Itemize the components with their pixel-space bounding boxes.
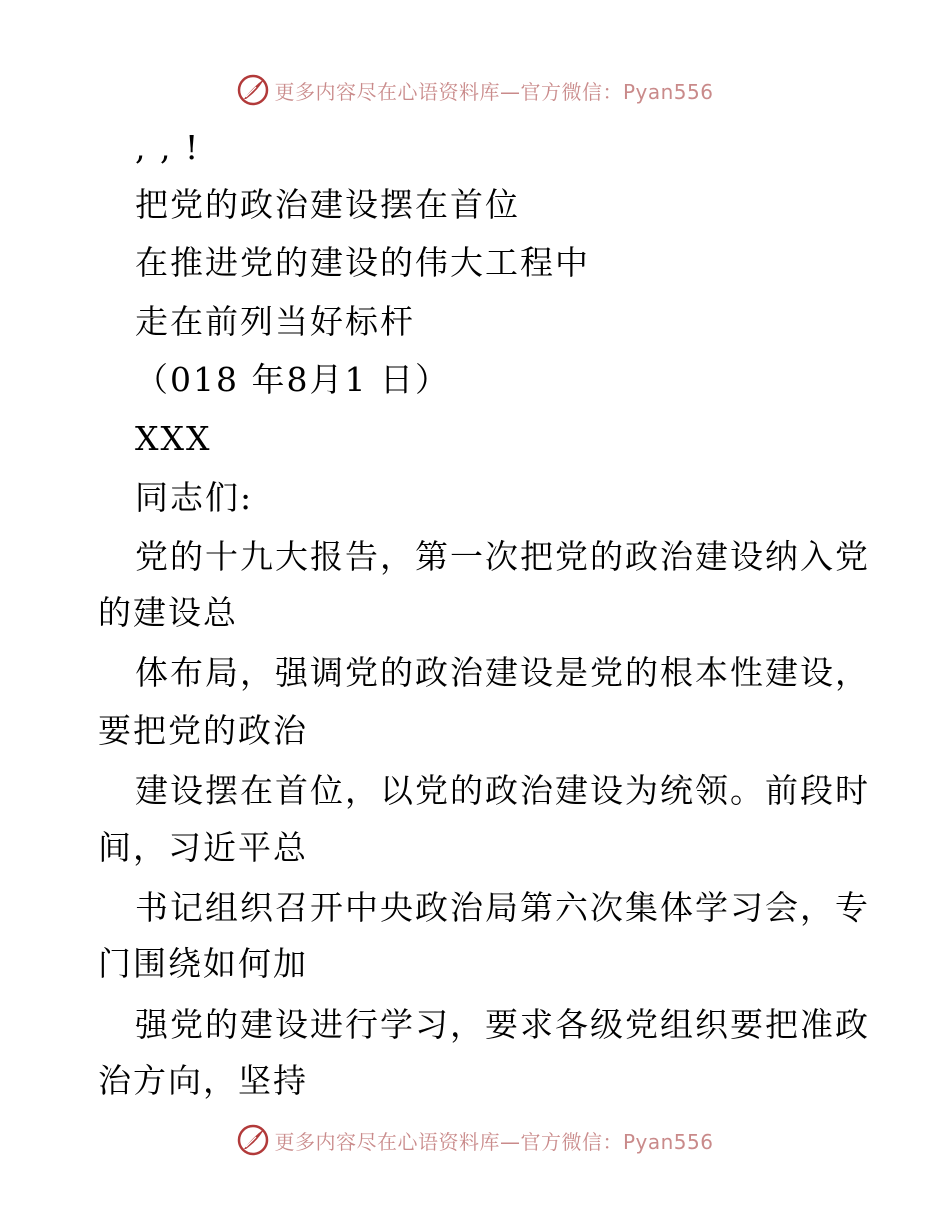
document-author: XXX (135, 419, 212, 458)
paragraph-line: 党的十九大报告，第一次把党的政治建设纳入党 (135, 537, 870, 576)
paragraph-line: 的建设总 (98, 593, 238, 632)
salutation: 同志们: (135, 478, 254, 517)
feather-pen-logo-icon (236, 1123, 270, 1157)
paragraph-line: 强党的建设进行学习，要求各级党组织要把准政 (135, 1005, 870, 1044)
paragraph-line: 建设摆在首位，以党的政治建设为统领。前段时 (135, 771, 870, 810)
paragraph-line: 书记组织召开中央政治局第六次集体学习会，专 (135, 888, 870, 927)
feather-pen-logo-icon (236, 73, 270, 107)
paragraph-line: 间，习近平总 (98, 828, 308, 867)
text-line: , , ! (135, 128, 201, 167)
document-title-line-1: 把党的政治建设摆在首位 (135, 185, 520, 224)
paragraph-line: 治方向，坚持 (98, 1061, 308, 1100)
header-watermark (0, 70, 950, 110)
document-title-line-2: 在推进党的建设的伟大工程中 (135, 243, 590, 282)
footer-watermark (0, 1120, 950, 1160)
paragraph-line: 体布局，强调党的政治建设是党的根本性建设， (135, 653, 870, 692)
document-title-line-3: 走在前列当好标杆 (135, 302, 415, 341)
paragraph-line: 门围绕如何加 (98, 944, 308, 983)
paragraph-line: 要把党的政治 (98, 711, 308, 750)
watermark-text: 更多内容尽在心语资料库—官方微信：Pyan556 (274, 79, 714, 104)
watermark-text: 更多内容尽在心语资料库—官方微信：Pyan556 (274, 1129, 714, 1154)
document-date: （018 年8月1 日） (135, 360, 450, 399)
